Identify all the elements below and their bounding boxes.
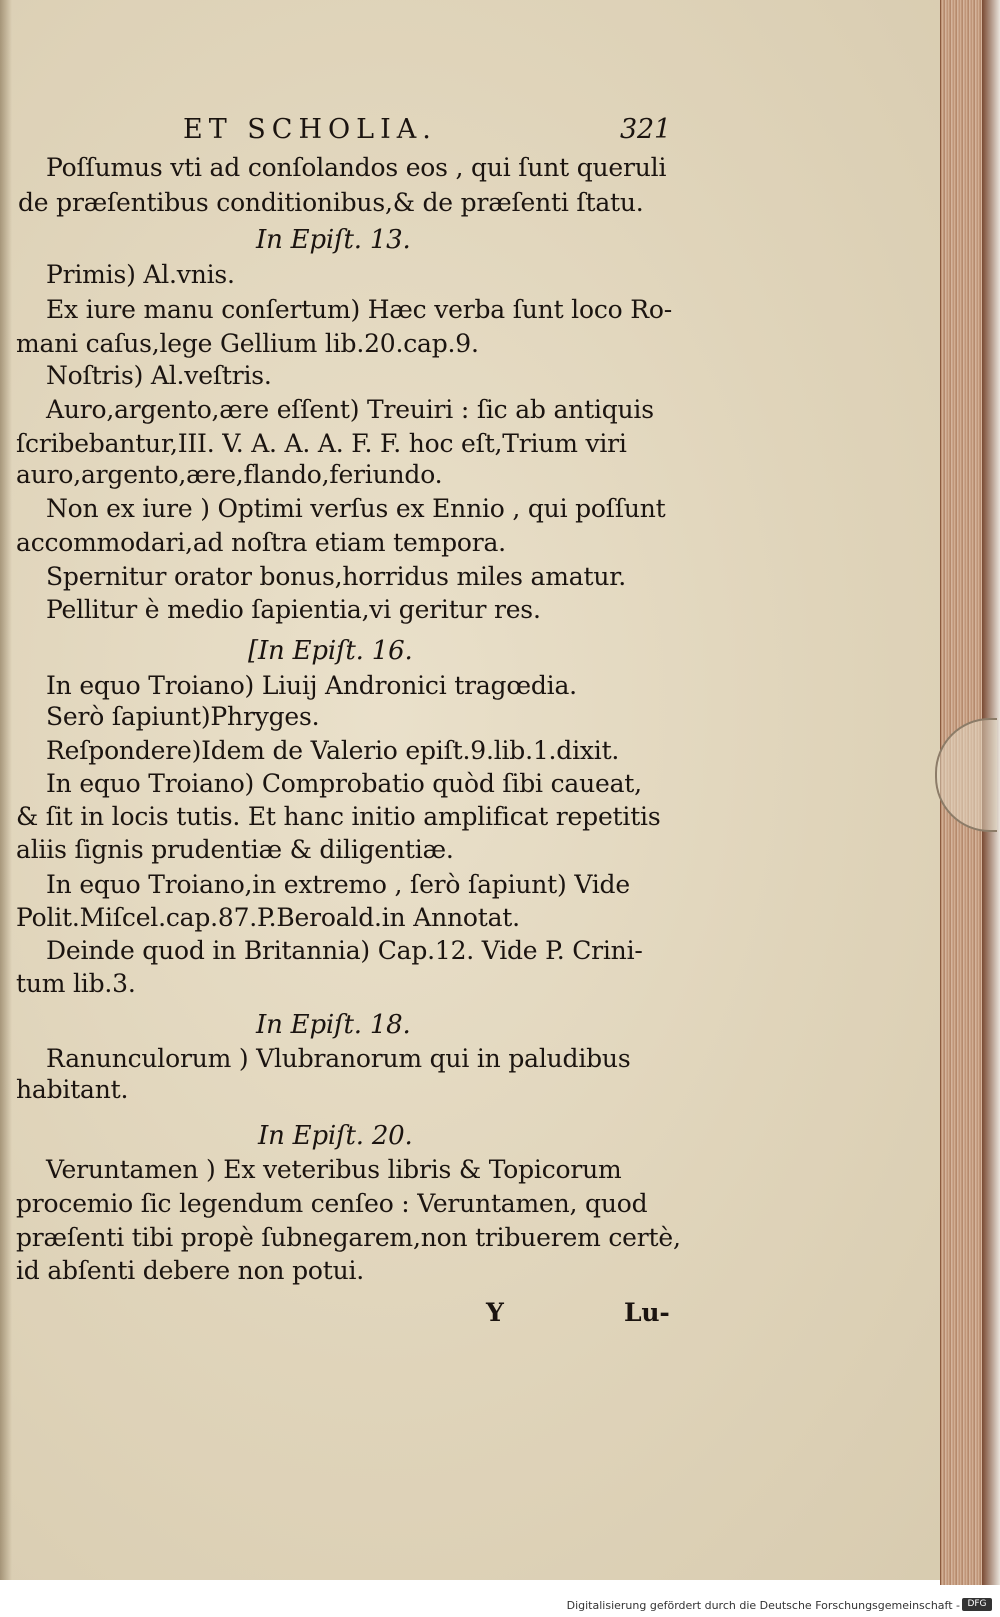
text-line: accommodari,ad noſtra etiam tempora. (16, 528, 506, 557)
text-line: Veruntamen ) Ex veteribus libris & Topicorum (46, 1155, 622, 1184)
text-line: In equo Troiano) Comprobatio quòd ſibi caueat, (46, 769, 642, 798)
text-line: de præſentibus conditionibus,& de præſenti ſtatu. (18, 188, 644, 217)
text-line: mani caſus,lege Gellium lib.20.cap.9. (16, 329, 479, 358)
section-heading: In Epiſt. 13. (256, 225, 411, 255)
text-line: In equo Troiano,in extremo , ſerò ſapiunt) Vide (46, 870, 630, 899)
text-line: Spernitur orator bonus,horridus miles amatur. (46, 562, 626, 591)
page-gutter-shadow (0, 0, 12, 1580)
text-line: Primis) Al.vnis. (46, 260, 235, 289)
section-heading: [In Epiſt. 16. (248, 636, 413, 666)
section-heading: In Epiſt. 20. (258, 1121, 413, 1151)
text-line: habitant. (16, 1075, 129, 1104)
text-line: Polit.Miſcel.cap.87.P.Beroald.in Annotat. (16, 903, 520, 932)
catchword: Lu- (624, 1298, 670, 1327)
running-head: ET SCHOLIA. (183, 114, 437, 145)
text-line: Poſſumus vti ad conſolandos eos , qui ſunt queruli (46, 153, 667, 182)
text-line: Ex iure manu conſertum) Hæc verba ſunt loco Ro- (46, 295, 672, 324)
text-line: ſcribebantur,III. V. A. A. A. F. F. hoc eſt,Trium viri (16, 429, 627, 458)
text-line: Deinde quod in Britannia) Cap.12. Vide P. Crini- (46, 936, 643, 965)
signature-mark: Y (486, 1298, 504, 1327)
text-line: Auro,argento,ære eſſent) Treuiri : ſic ab antiquis (46, 395, 654, 424)
page-number: 321 (620, 114, 671, 145)
text-line: id abſenti debere non potui. (16, 1256, 365, 1285)
text-line: In equo Troiano) Liuij Andronici tragœdia. (46, 671, 577, 700)
text-line: Ranunculorum ) Vlubranorum qui in paludibus (46, 1044, 631, 1073)
text-line: auro,argento,ære,flando,feriundo. (16, 460, 443, 489)
digitization-credit: Digitalisierung gefördert durch die Deutsche Forschungsgemeinschaft - (566, 1599, 960, 1612)
text-line: Pellitur è medio ſapientia,vi geritur res. (46, 595, 541, 624)
text-line: Reſpondere)Idem de Valerio epiſt.9.lib.1.dixit. (46, 736, 620, 765)
text-line: procemio ſic legendum cenſeo : Veruntamen, quod (16, 1189, 648, 1218)
text-line: aliis ſignis prudentiæ & diligentiæ. (16, 835, 454, 864)
section-heading: In Epiſt. 18. (256, 1010, 411, 1040)
text-line: Serò ſapiunt)Phryges. (46, 702, 320, 731)
text-line: tum lib.3. (16, 969, 136, 998)
text-line: Noſtris) Al.veſtris. (46, 361, 272, 390)
text-line: præſenti tibi propè ſubnegarem,non tribuerem certè, (16, 1223, 681, 1252)
text-line: Non ex iure ) Optimi verſus ex Ennio , qui poſſunt (46, 494, 666, 523)
dfg-logo: DFG (962, 1598, 992, 1611)
text-line: & ſit in locis tutis. Et hanc initio amplificat repetitis (16, 802, 661, 831)
